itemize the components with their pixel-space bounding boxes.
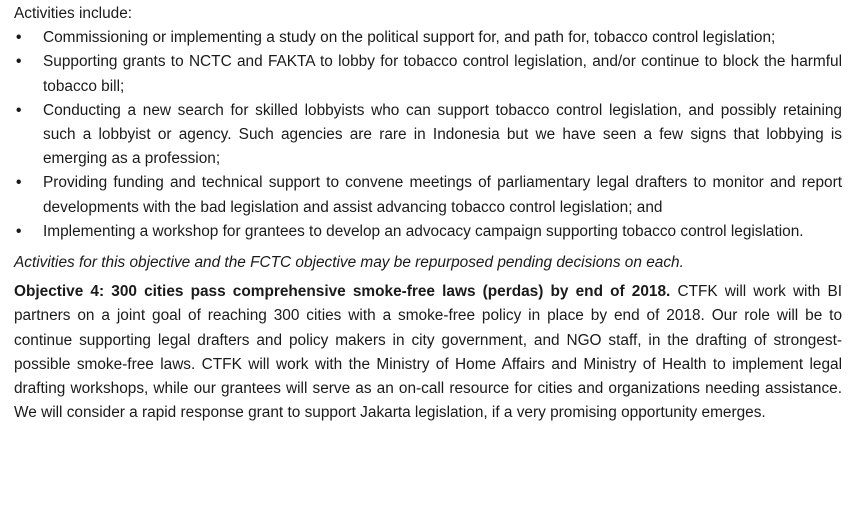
activities-list [14, 26, 842, 244]
list-item [14, 50, 842, 98]
list-item-text: Supporting grants to NCTC and FAKTA to lobby for tobacco control legislation, and/or continue to block the harmful tobacco bill; [43, 53, 842, 95]
bullet-icon: • [16, 101, 22, 119]
list-item-text: Conducting a new search for skilled lobbyists who can support tobacco control legislation, and possibly retaining such a lobbyist or agency. Such agencies are rare in Indonesia but we have seen a few signs that lobbying is emerging as a profession; [43, 101, 842, 168]
list-item [14, 26, 842, 50]
objective-heading: Objective 4: 300 cities pass comprehensive smoke-free laws (perdas) by end of 2018. [14, 283, 671, 301]
list-item-text: Commissioning or implementing a study on the political support for, and path for, tobacco control legislation; [43, 29, 776, 47]
document-page [14, 2, 842, 425]
list-item [14, 99, 842, 172]
bullet-icon: • [16, 53, 22, 71]
list-item-text: Providing funding and technical support to convene meetings of parliamentary legal drafters to monitor and report developments with the bad legislation and assist advancing tobacco control legislation; and [43, 174, 842, 216]
objective-paragraph [14, 280, 842, 425]
bullet-icon: • [16, 174, 22, 192]
list-item [14, 220, 842, 244]
objective-body: CTFK will work with BI partners on a joint goal of reaching 300 cities with a smoke-free policy in place by end of 2018. Our role will be to continue supporting legal drafters and policy makers in city government, and NGO staff, in the drafting of strongest-possible smoke-free laws. CTFK will work with the Ministry of Home Affairs and Ministry of Health to implement legal drafting workshops, while our grantees will serve as an on-call resource for cities and organizations needing assistance. We will consider a rapid response grant to support Jakarta legislation, if a very promising opportunity emerges. [14, 283, 842, 422]
repurpose-note: Activities for this objective and the FCTC objective may be repurposed pending decisions on each. [14, 254, 684, 272]
bullet-icon: • [16, 222, 22, 240]
bullet-icon: • [16, 29, 22, 47]
list-item [14, 171, 842, 219]
list-item-text: Implementing a workshop for grantees to develop an advocacy campaign supporting tobacco control legislation. [43, 222, 804, 240]
activities-intro: Activities include: [14, 5, 133, 22]
